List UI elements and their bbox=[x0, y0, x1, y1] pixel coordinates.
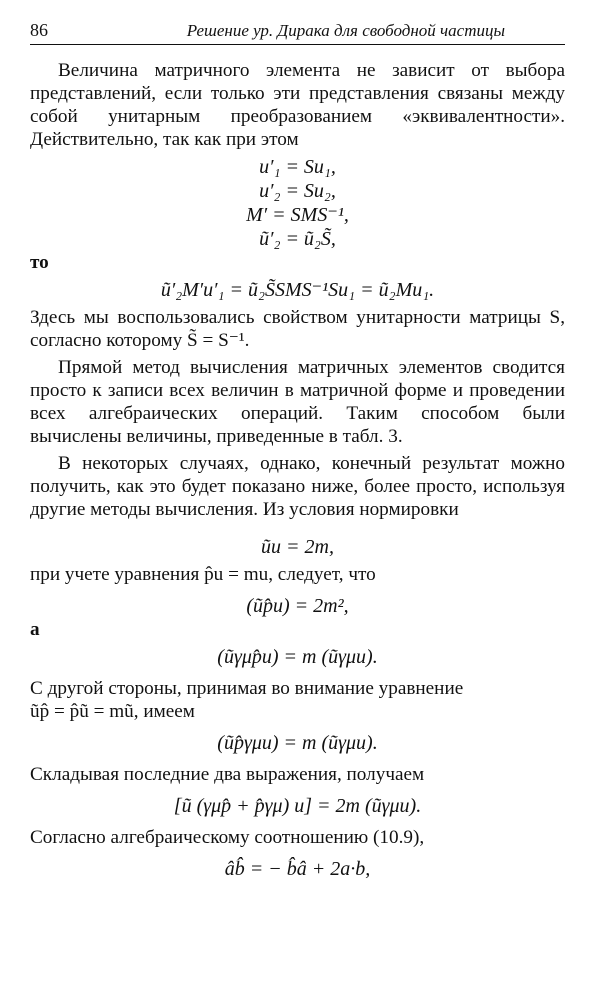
book-page bbox=[30, 20, 565, 881]
page-number: 86 bbox=[30, 20, 48, 40]
word-a: а bbox=[30, 619, 40, 640]
equation-3: M′ = SMS⁻¹, bbox=[246, 204, 349, 226]
equation-10: [ũ (γμp̂ + p̂γμ) u] = 2m (ũγμu). bbox=[173, 795, 422, 817]
paragraph-8: Согласно алгебраическому соотношению (10.9), bbox=[30, 827, 425, 848]
running-title: Решение ур. Дирака для свободной частицы bbox=[186, 21, 505, 40]
paragraph-4: В некоторых случаях, однако, конечный результат можно получить, как это будет показано ниже, более просто, используя другие методы вычисления. Из условия нормировки bbox=[30, 453, 565, 520]
equation-5: ũ′₂M′u′₁ = ũ₂S̃SMS⁻¹Su₁ = ũ₂Mu₁. bbox=[160, 279, 435, 301]
page-header bbox=[30, 20, 565, 45]
paragraph-6-line-1: С другой стороны, принимая во внимание уравнение bbox=[30, 678, 464, 699]
paragraph-7: Складывая последние два выражения, получаем bbox=[30, 764, 425, 785]
paragraph-3: Прямой метод вычисления матричных элементов сводится просто к записи всех величин в матричной форме и проведении всех алгебраических операций. Таким способом были вычислены величины, приведенные в табл. 3. bbox=[30, 357, 565, 447]
equation-1: u′₁ = Su₁, bbox=[259, 156, 336, 178]
equation-9: (ũp̂γμu) = m (ũγμu). bbox=[217, 732, 378, 754]
paragraph-1: Величина матричного элемента не зависит от выбора представлений, если только эти представления связаны между собой унитарным преобразованием «эквивалентности». Действительно, так как при этом bbox=[30, 60, 565, 150]
paragraph-6-line-2: ũp̂ = p̂ũ = mũ, имеем bbox=[30, 701, 195, 722]
paragraph-5: при учете уравнения p̂u = mu, следует, что bbox=[30, 564, 376, 585]
equation-7: (ũp̂u) = 2m², bbox=[246, 595, 349, 617]
equation-11: âb̂ = − b̂â + 2a·b, bbox=[224, 858, 371, 880]
equation-6: ũu = 2m, bbox=[261, 536, 334, 558]
equation-4: ũ′₂ = ũ₂S̃, bbox=[259, 228, 336, 250]
word-to: то bbox=[30, 252, 49, 273]
equation-2: u′₂ = Su₂, bbox=[259, 180, 336, 202]
paragraph-2: Здесь мы воспользовались свойством унитарности матрицы S, согласно которому S̃ = S⁻¹. bbox=[30, 307, 565, 351]
equation-8: (ũγμp̂u) = m (ũγμu). bbox=[217, 646, 378, 668]
